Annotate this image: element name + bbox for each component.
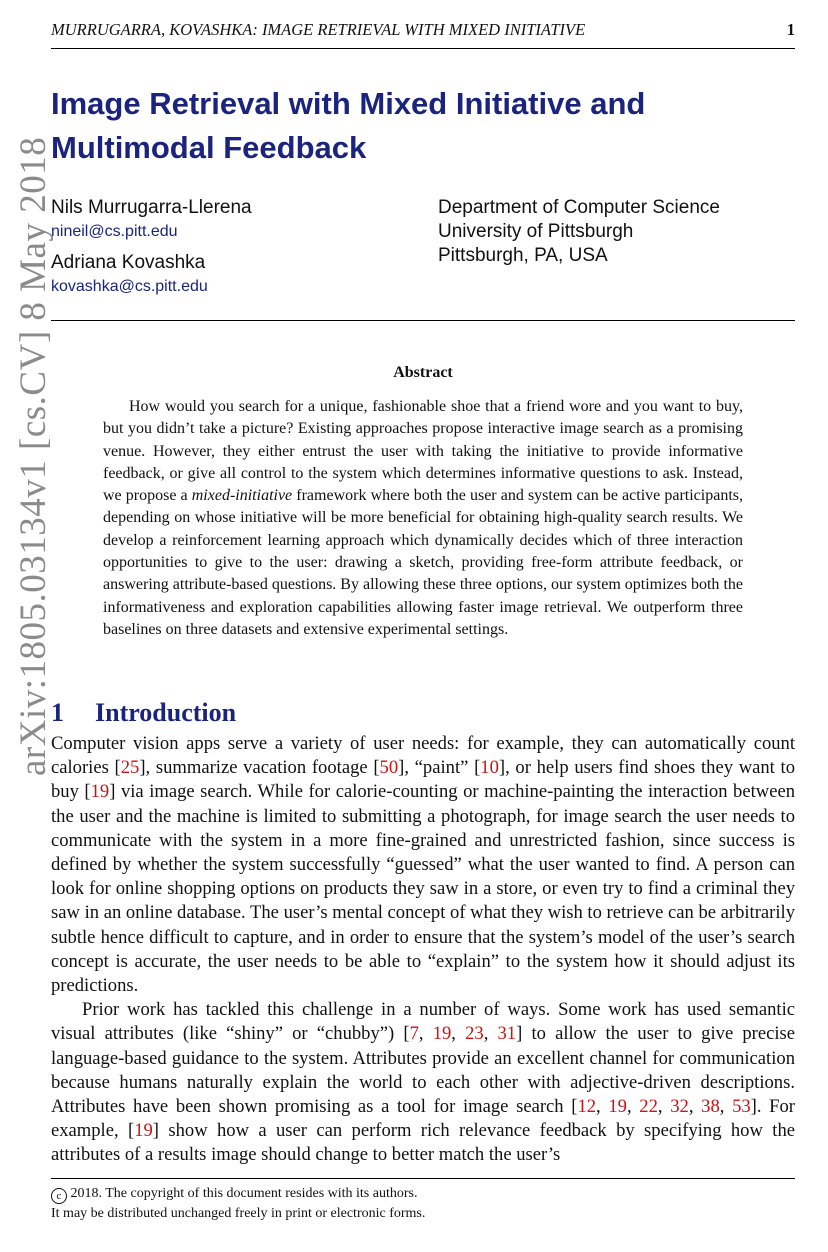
author-email-link[interactable]: nineil@cs.pitt.edu — [51, 223, 178, 240]
citation-link[interactable]: 7 — [409, 1023, 419, 1045]
author-name: Nils Murrugarra-Llerena — [51, 197, 252, 218]
footer-rule — [51, 1178, 795, 1179]
abstract-text: How would you search for a unique, fashionable shoe that a friend wore and you want to buy, but you didn’t take a picture? Existing approaches propose interactive image search as a promising venue. However, they either entrust the user with taking the initiative to provide informative feedback, or give all control to the system which determines informative questions to ask. Instead, we propose a — [103, 398, 743, 505]
author-email-link[interactable]: kovashka@cs.pitt.edu — [51, 278, 208, 295]
body-paragraph — [51, 732, 795, 998]
paper-title — [51, 82, 795, 170]
affiliation-line: Pittsburgh, PA, USA — [438, 245, 608, 266]
citation-link[interactable]: 22 — [639, 1096, 658, 1118]
introduction-body — [51, 732, 795, 1168]
citation-separator: , — [596, 1096, 609, 1118]
author-list — [51, 196, 431, 306]
citation-link[interactable]: 19 — [134, 1120, 153, 1142]
body-text: ], “paint” [ — [398, 757, 481, 779]
title-line-2: Multimodal Feedback — [51, 130, 367, 165]
citation-separator: , — [626, 1096, 640, 1118]
citation-link[interactable]: 19 — [432, 1023, 452, 1045]
copyright-text: 2018. The copyright of this document resides with its authors. — [67, 1186, 418, 1201]
body-text: ], or help users find shoes they want to buy [ — [51, 757, 796, 803]
affiliation-line: University of Pittsburgh — [438, 221, 634, 242]
citation-link[interactable]: 25 — [120, 757, 140, 779]
citation-separator: , — [719, 1096, 733, 1118]
section-heading-introduction — [51, 696, 795, 730]
body-paragraph — [51, 998, 795, 1167]
citation-link[interactable]: 31 — [497, 1023, 517, 1045]
abstract-body — [103, 396, 743, 641]
body-text: ], summarize vacation footage [ — [139, 757, 380, 779]
body-text: Prior work has tackled this challenge in a number of ways. Some work has used semantic visual attributes (like “shiny” or “chubby”) [ — [51, 999, 795, 1045]
body-text: Computer vision apps serve a variety of user needs: for example, they can automatically count calories [ — [51, 733, 795, 779]
copyright-footer — [51, 1184, 795, 1224]
section-number: 1 — [51, 698, 64, 727]
citation-link[interactable]: 10 — [480, 757, 499, 779]
citation-separator: , — [418, 1023, 433, 1045]
citation-link[interactable]: 32 — [670, 1096, 689, 1118]
citation-link[interactable]: 12 — [577, 1096, 597, 1118]
affiliation — [438, 196, 798, 268]
header-rule — [51, 48, 795, 49]
title-rule — [51, 320, 795, 321]
running-header — [51, 20, 795, 44]
affiliation-line: Department of Computer Science — [438, 197, 720, 218]
citation-link[interactable]: 53 — [732, 1096, 751, 1118]
citation-link[interactable]: 23 — [465, 1023, 484, 1045]
citation-separator: , — [451, 1023, 466, 1045]
citation-link[interactable]: 50 — [379, 757, 399, 779]
copyright-line-1 — [51, 1184, 795, 1204]
citation-separator: , — [483, 1023, 498, 1045]
author-name: Adriana Kovashka — [51, 252, 206, 273]
citation-separator: , — [688, 1096, 702, 1118]
arxiv-stamp: arXiv:1805.03134v1 [cs.CV] 8 May 2018 — [13, 136, 54, 776]
citation-link[interactable]: 38 — [701, 1096, 720, 1118]
section-title: Introduction — [95, 698, 237, 727]
title-line-1: Image Retrieval with Mixed Initiative and — [51, 86, 646, 121]
abstract-paragraph — [103, 396, 743, 641]
body-text: ] to allow the user to give precise language-based guidance to the system. Attributes provide an excellent channel for communication because humans naturally explain the world to each other with adjective-driven descriptions. Attributes have been shown promising as a tool for image search [ — [51, 1023, 796, 1118]
abstract-heading: Abstract — [393, 364, 453, 381]
copyright-symbol: c — [51, 1188, 67, 1204]
page-number: 1 — [786, 20, 795, 39]
running-title: MURRUGARRA, KOVASHKA: IMAGE RETRIEVAL WITH MIXED INITIATIVE — [51, 20, 586, 39]
citation-link[interactable]: 19 — [608, 1096, 627, 1118]
abstract-emphasis: mixed-initiative — [191, 487, 293, 505]
abstract-text: framework where both the user and system can be active participants, depending on whose initiative will be more beneficial for obtaining high-quality search results. We develop a reinforcement learning approach which dynamically decides which of three interaction opportunities to give to the user: drawing a sketch, providing free-form attribute feedback, or answering attribute-based questions. By allowing these three options, our system optimizes both the informativeness and exploration capabilities allowing faster image retrieval. We outperform three baselines on three datasets and extensive experimental settings. — [103, 487, 743, 638]
copyright-line-2: It may be distributed unchanged freely in print or electronic forms. — [51, 1206, 426, 1221]
body-text: ]. For example, [ — [51, 1096, 796, 1142]
citation-separator: , — [657, 1096, 671, 1118]
body-text: ] via image search. While for calorie-counting or machine-painting the interaction between the user and the machine is limited to submitting a photograph, for image search the user needs to communicate with the system in a more fine-grained and unrestricted fashion, since success is defined by whether the system successfully “guessed” what the user wanted to find. A person can look for online shopping options on products they saw in a store, or even try to find a criminal they saw in an online database. The user’s mental concept of what they wish to retrieve can be arbitrarily subtle hence difficult to capture, and in order to ensure that the system’s model of the user’s search concept is accurate, the user needs to be able to “explain” to the system how it should adjust its predictions. — [51, 781, 795, 997]
citation-link[interactable]: 19 — [90, 781, 110, 803]
body-text: ] show how a user can perform rich relevance feedback by specifying how the attributes of a results image should change to better match the user’s — [51, 1120, 795, 1166]
